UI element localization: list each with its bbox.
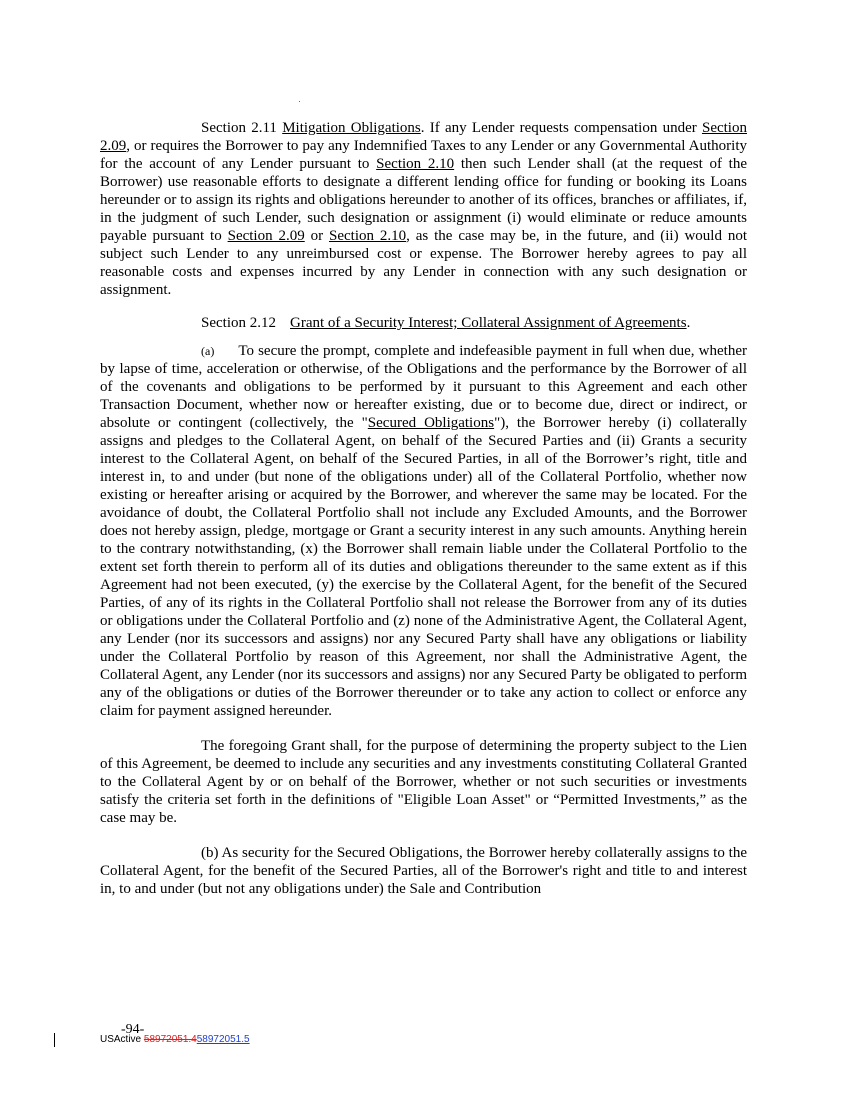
- paragraph-a-text: To secure the prompt, complete and indefeasible payment in full when due, whether by lapse of time, acceleration or otherwise, of the Obligations and the performance by the Borrower of all of the covenants and obligations to be performed by it pursuant to this Agreement and each other Transaction Document, whether now or hereafter existing, due or to become due, direct or indirect, or absolute or contingent (collectively, the ": [100, 343, 747, 431]
- section-2-11-text: , as the case may be, in the future, and (ii) would not subject such Lender to any unreimbursed cost or expense. The Borrower hereby agrees to pay all reasonable costs and expenses incurred by any Lender in connection with any such designation or assignment.: [100, 228, 747, 298]
- section-2-12-heading: Grant of a Security Interest; Collateral Assignment of Agreements: [290, 315, 687, 331]
- section-2-11-text: . If any Lender requests compensation under: [420, 120, 702, 136]
- section-2-11-paragraph: [100, 119, 747, 299]
- cross-reference: Section 2.09: [227, 228, 305, 244]
- stray-mark: [299, 101, 300, 102]
- page-body: [100, 119, 747, 898]
- inserted-document-id: 58972051.5: [196, 1034, 250, 1045]
- cross-reference: Section 2.10: [376, 156, 455, 172]
- grant-paragraph: The foregoing Grant shall, for the purpose of determining the property subject to the Lien of this Agreement, be deemed to include any securities and any investments constituting Collateral Granted to the Collateral Agent by or on behalf of the Borrower, whether or not such securities or investments satisfy the criteria set forth in the definitions of "Eligible Loan Asset" or “Permitted Investments,” as the case may be.: [100, 738, 747, 826]
- section-2-12-label: Section 2.12: [201, 315, 276, 331]
- paragraph-a: [100, 342, 747, 720]
- change-bar: [54, 1033, 55, 1047]
- section-2-11-text: or: [304, 228, 329, 244]
- defined-term: Secured Obligations: [367, 415, 495, 431]
- section-2-11-label: Section 2.11: [201, 120, 277, 136]
- heading-period: .: [686, 315, 691, 331]
- paragraph-b: (b) As security for the Secured Obligations, the Borrower hereby collaterally assigns to the Collateral Agent, for the benefit of the Secured Parties, all of the Borrower's right and title to and interest in, to and under (but not any obligations under) the Sale and Contribution: [100, 845, 747, 897]
- cross-reference: Section 2.09: [100, 120, 747, 154]
- document-id-prefix: USActive: [100, 1034, 144, 1045]
- document-id: [100, 1034, 250, 1046]
- section-2-11-text: then such Lender shall (at the request of the Borrower) use reasonable efforts to designate a different lending office for funding or booking its Loans hereunder or to assign its rights and obligations hereunder to another of its offices, branches or affiliates, if, in the judgment of such Lender, such designation or assignment (i) would eliminate or reduce amounts payable pursuant to: [100, 156, 747, 244]
- paragraph-a-marker: (a): [201, 344, 215, 358]
- section-2-12-heading-line: [100, 314, 747, 332]
- deleted-document-id: 58972051.4: [143, 1034, 197, 1045]
- section-2-11-text: , or requires the Borrower to pay any Indemnified Taxes to any Lender or any Governmental Authority for the account of any Lender pursuant to: [100, 138, 747, 172]
- section-2-11-heading: Mitigation Obligations: [282, 120, 421, 136]
- cross-reference: Section 2.10: [329, 228, 407, 244]
- page-number: -94-: [121, 1022, 145, 1037]
- paragraph-a-text: "), the Borrower hereby (i) collaterally assigns and pledges to the Collateral Agent, on behalf of the Secured Parties and (ii) Grants a security interest to the Collateral Agent, on behalf of the Secured Parties, in all of the Borrower’s right, title and interest in, to and under (but none of the obligations under) all of the Collateral Portfolio, whether now existing or hereafter arising or acquired by the Borrower, and wherever the same may be located. For the avoidance of doubt, the Collateral Portfolio shall not include any Excluded Amounts, and the Borrower does not hereby assign, pledge, mortgage or Grant a security interest in any such amounts. Anything herein to the contrary notwithstanding, (x) the Borrower shall remain liable under the Collateral Portfolio to the extent set forth therein to perform all of its duties and obligations thereunder to the same extent as if this Agreement had not been executed, (y) the exercise by the Collateral Agent, for the benefit of the Secured Parties, of any of its rights in the Collateral Portfolio shall not release the Borrower from any of its duties or obligations under the Collateral Portfolio and (z) none of the Administrative Agent, the Collateral Agent, any Lender (nor its successors and assigns) nor any Secured Party shall have any obligations or liability under the Collateral Portfolio by reason of this Agreement, nor shall the Administrative Agent, the Collateral Agent, any Lender (nor its successors and assigns) nor any Secured Party be obligated to perform any of the obligations or duties of the Borrower thereunder or to take any action to collect or enforce any claim for payment assigned hereunder.: [100, 415, 747, 719]
